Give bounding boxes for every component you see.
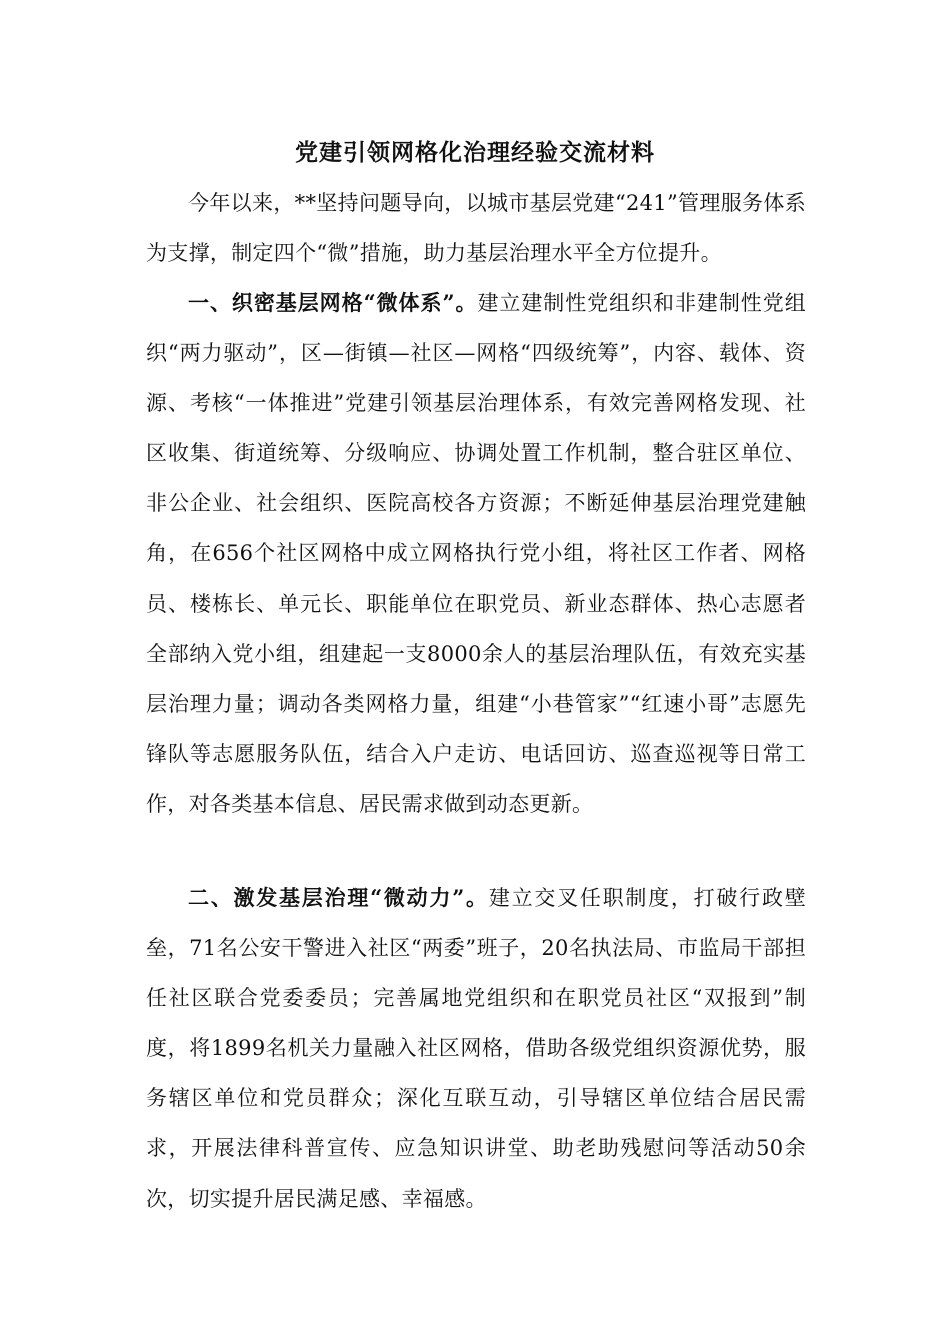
section-2-paragraph <box>146 873 806 1224</box>
section-1-body: 建立建制性党组织和非建制性党组织“两力驱动”，区—街镇—社区—网格“四级统筹”，内容、载体、资源、考核“一体推进”党建引领基层治理体系，有效完善网格发现、社区收集、街道统筹、分级响应、协调处置工作机制，整合驻区单位、非公企业、社会组织、医院高校各方资源；不断延伸基层治理党建触角，在656个社区网格中成立网格执行党小组，将社区工作者、网格员、楼栋长、单元长、职能单位在职党员、新业态群体、热心志愿者全部纳入党小组，组建起一支8000余人的基层治理队伍，有效充实基层治理力量；调动各类网格力量，组建“小巷管家”“红速小哥”志愿先锋队等志愿服务队伍，结合入户走访、电话回访、巡查巡视等日常工作，对各类基本信息、居民需求做到动态更新。 <box>146 291 807 816</box>
section-2-heading: 二、激发基层治理“微动力”。 <box>188 885 489 910</box>
document-title: 党建引领网格化治理经验交流材料 <box>295 139 655 166</box>
intro-paragraph: 今年以来，**坚持问题导向，以城市基层党建“241”管理服务体系为支撑，制定四个“微”措施，助力基层治理水平全方位提升。 <box>146 191 806 266</box>
section-2-body: 建立交叉任职制度，打破行政壁垒，71名公安干警进入社区“两委”班子，20名执法局、市监局干部担任社区联合党委委员；完善属地党组织和在职党员社区“双报到”制度，将1899名机关力量融入社区网格，借助各级党组织资源优势，服务辖区单位和党员群众；深化互联互动，引导辖区单位结合居民需求，开展法律科普宣传、应急知识讲堂、助老助残慰问等活动50余次，切实提升居民满足感、幸福感。 <box>146 886 806 1211</box>
section-1-heading: 一、织密基层网格“微体系”。 <box>188 290 478 315</box>
section-1-paragraph <box>146 278 806 829</box>
